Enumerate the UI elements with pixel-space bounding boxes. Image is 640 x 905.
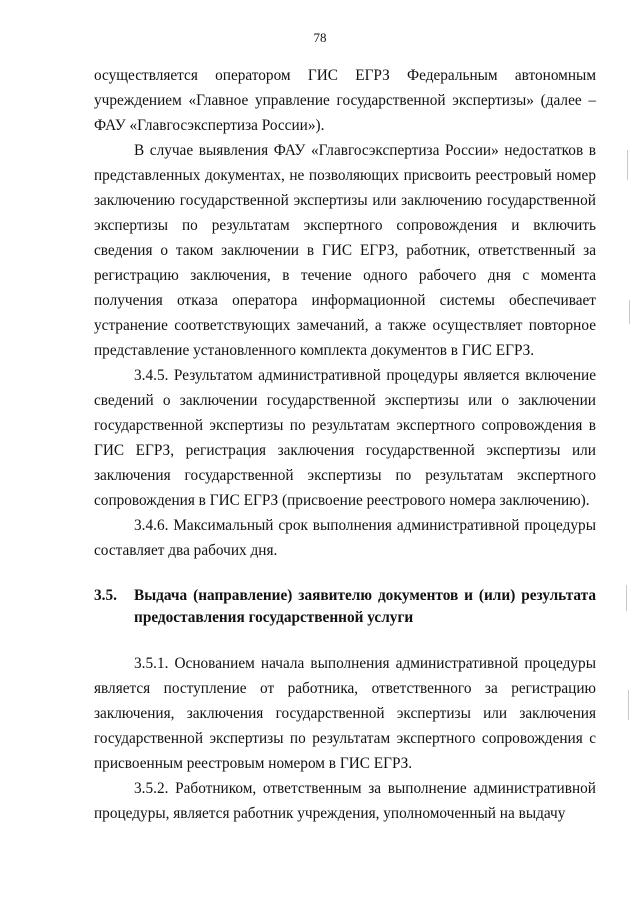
scan-artifact (628, 690, 629, 720)
paragraph-deficiencies: В случае выявления ФАУ «Главгосэкспертиза России» недостатков в представленных документах, не позволяющих присвоить реестровый номер заключению государственной экспертизы или заключению государственной экспертизы по результатам экспертного сопровождения и включить сведения о таком заключении в ГИС ЕГРЗ, работник, ответственный за регистрацию заключения, в течение одного рабочего дня с момента получения отказа оператора информационной системы обеспечивает устранение соответствующих замечаний, а также осуществляет повторное представление установленного комплекта документов в ГИС ЕГРЗ. (94, 142, 596, 359)
section-title: Выдача (направление) заявителю документов и (или) результата предоставления государственной услуги (134, 587, 596, 626)
paragraph-3-5-2: 3.5.2. Работником, ответственным за выполнение административной процедуры, является работник учреждения, уполномоченный на выдачу (94, 780, 596, 822)
paragraph-3-5-1: 3.5.1. Основанием начала выполнения административной процедуры является поступление от работника, ответственного за регистрацию заключения, заключения государственной экспертизы или заключения государственной экспертизы по результатам экспертного сопровождения с присвоенным реестровым номером в ГИС ЕГРЗ. (94, 655, 596, 772)
scan-artifact (629, 300, 630, 324)
page-number: 78 (313, 30, 327, 45)
document-body (94, 63, 596, 826)
scan-artifact (626, 585, 627, 611)
paragraph-3-4-6: 3.4.6. Максимальный срок выполнения административной процедуры составляет два рабочих дня. (94, 517, 596, 559)
section-number: 3.5. (94, 587, 117, 604)
section-heading (94, 585, 596, 629)
scan-artifact (627, 150, 628, 180)
paragraph-3-4-5: 3.4.5. Результатом административной процедуры является включение сведений о заключении государственной экспертизы или о заключении государственной экспертизы по результатам экспертного сопровождения в ГИС ЕГРЗ, регистрация заключения государственной экспертизы или заключения государственной экспертизы по результатам экспертного сопровождения в ГИС ЕГРЗ (присвоение реестрового номера заключению). (94, 367, 596, 509)
paragraph-continuation: осуществляется оператором ГИС ЕГРЗ Федеральным автономным учреждением «Главное управление государственной экспертизы» (далее – ФАУ «Главгосэкспертиза России»). (94, 67, 596, 134)
